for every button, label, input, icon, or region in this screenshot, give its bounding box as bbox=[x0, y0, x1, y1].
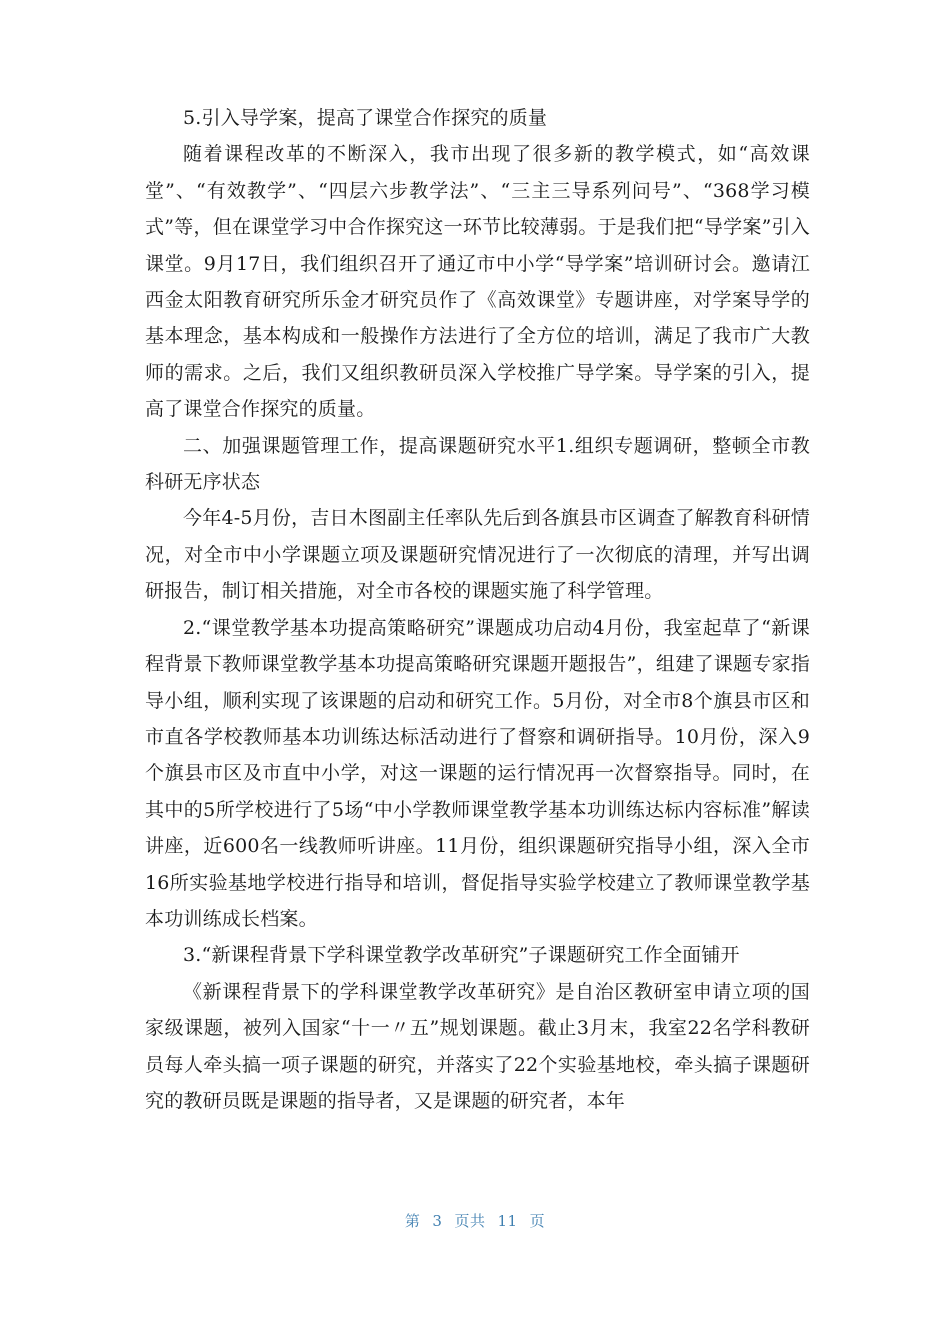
footer-page-number: 3 bbox=[432, 1212, 443, 1230]
footer-total-pages: 11 bbox=[497, 1212, 518, 1230]
page-footer bbox=[0, 1210, 950, 1231]
document-body bbox=[145, 100, 810, 1119]
paragraph-heading-3: 3.“新课程背景下学科课堂教学改革研究”子课题研究工作全面铺开 bbox=[183, 944, 740, 967]
paragraph-guided-learning: 随着课程改革的不断深入，我市出现了很多新的教学模式，如“高效课堂”、“有效教学”、“四层六步教学法”、“三主三导系列问号”、“368学习模式”等，但在课堂学习中合作探究这一环节比较薄弱。于是我们把“导学案”引入课堂。9月17日，我们组织召开了通辽市中小学“导学案”培训研讨会。邀请江西金太阳教育研究所乐金才研究员作了《高效课堂》专题讲座，对学案导学的基本理念，基本构成和一般操作方法进行了全方位的培训，满足了我市广大教师的需求。之后，我们又组织教研员深入学校推广导学案。导学案的引入，提高了课堂合作探究的质量。 bbox=[145, 143, 810, 421]
paragraph-survey: 今年4-5月份，吉日木图副主任率队先后到各旗县市区调查了解教育科研情况，对全市中小学课题立项及课题研究情况进行了一次彻底的清理，并写出调研报告，制订相关措施，对全市各校的课题实施了科学管理。 bbox=[145, 507, 810, 603]
footer-label-ye: 页 bbox=[529, 1212, 546, 1230]
footer-label-ye-gong: 页共 bbox=[454, 1212, 486, 1230]
paragraph-reform-research: 《新课程背景下的学科课堂教学改革研究》是自治区教研室申请立项的国家级课题，被列入国家“十一〃五”规划课题。截止3月末，我室22名学科教研员每人牵头搞一项子课题的研究，并落实了22个实验基地校，牵头搞子课题研究的教研员既是课题的指导者，又是课题的研究者，本年 bbox=[145, 980, 810, 1112]
paragraph-basic-skills-project: 2.“课堂教学基本功提高策略研究”课题成功启动4月份，我室起草了“新课程背景下教师课堂教学基本功提高策略研究课题开题报告”，组建了课题专家指导小组，顺利实现了该课题的启动和研究工作。5月份，对全市8个旗县市区和市直各学校教师基本功训练达标活动进行了督察和调研指导。10月份，深入9个旗县市区及市直中小学，对这一课题的运行情况再一次督察指导。同时，在其中的5所学校进行了5场“中小学教师课堂教学基本功训练达标内容标准”解读讲座，近600名一线教师听讲座。11月份，组织课题研究指导小组，深入全市16所实验基地学校进行指导和培训，督促指导实验学校建立了教师课堂教学基本功训练成长档案。 bbox=[145, 616, 810, 930]
paragraph-section-2-heading: 二、加强课题管理工作，提高课题研究水平1.组织专题调研，整顿全市教科研无序状态 bbox=[145, 434, 810, 494]
footer-label-di: 第 bbox=[404, 1212, 421, 1230]
paragraph-heading-5: 5.引入导学案，提高了课堂合作探究的质量 bbox=[183, 107, 548, 129]
